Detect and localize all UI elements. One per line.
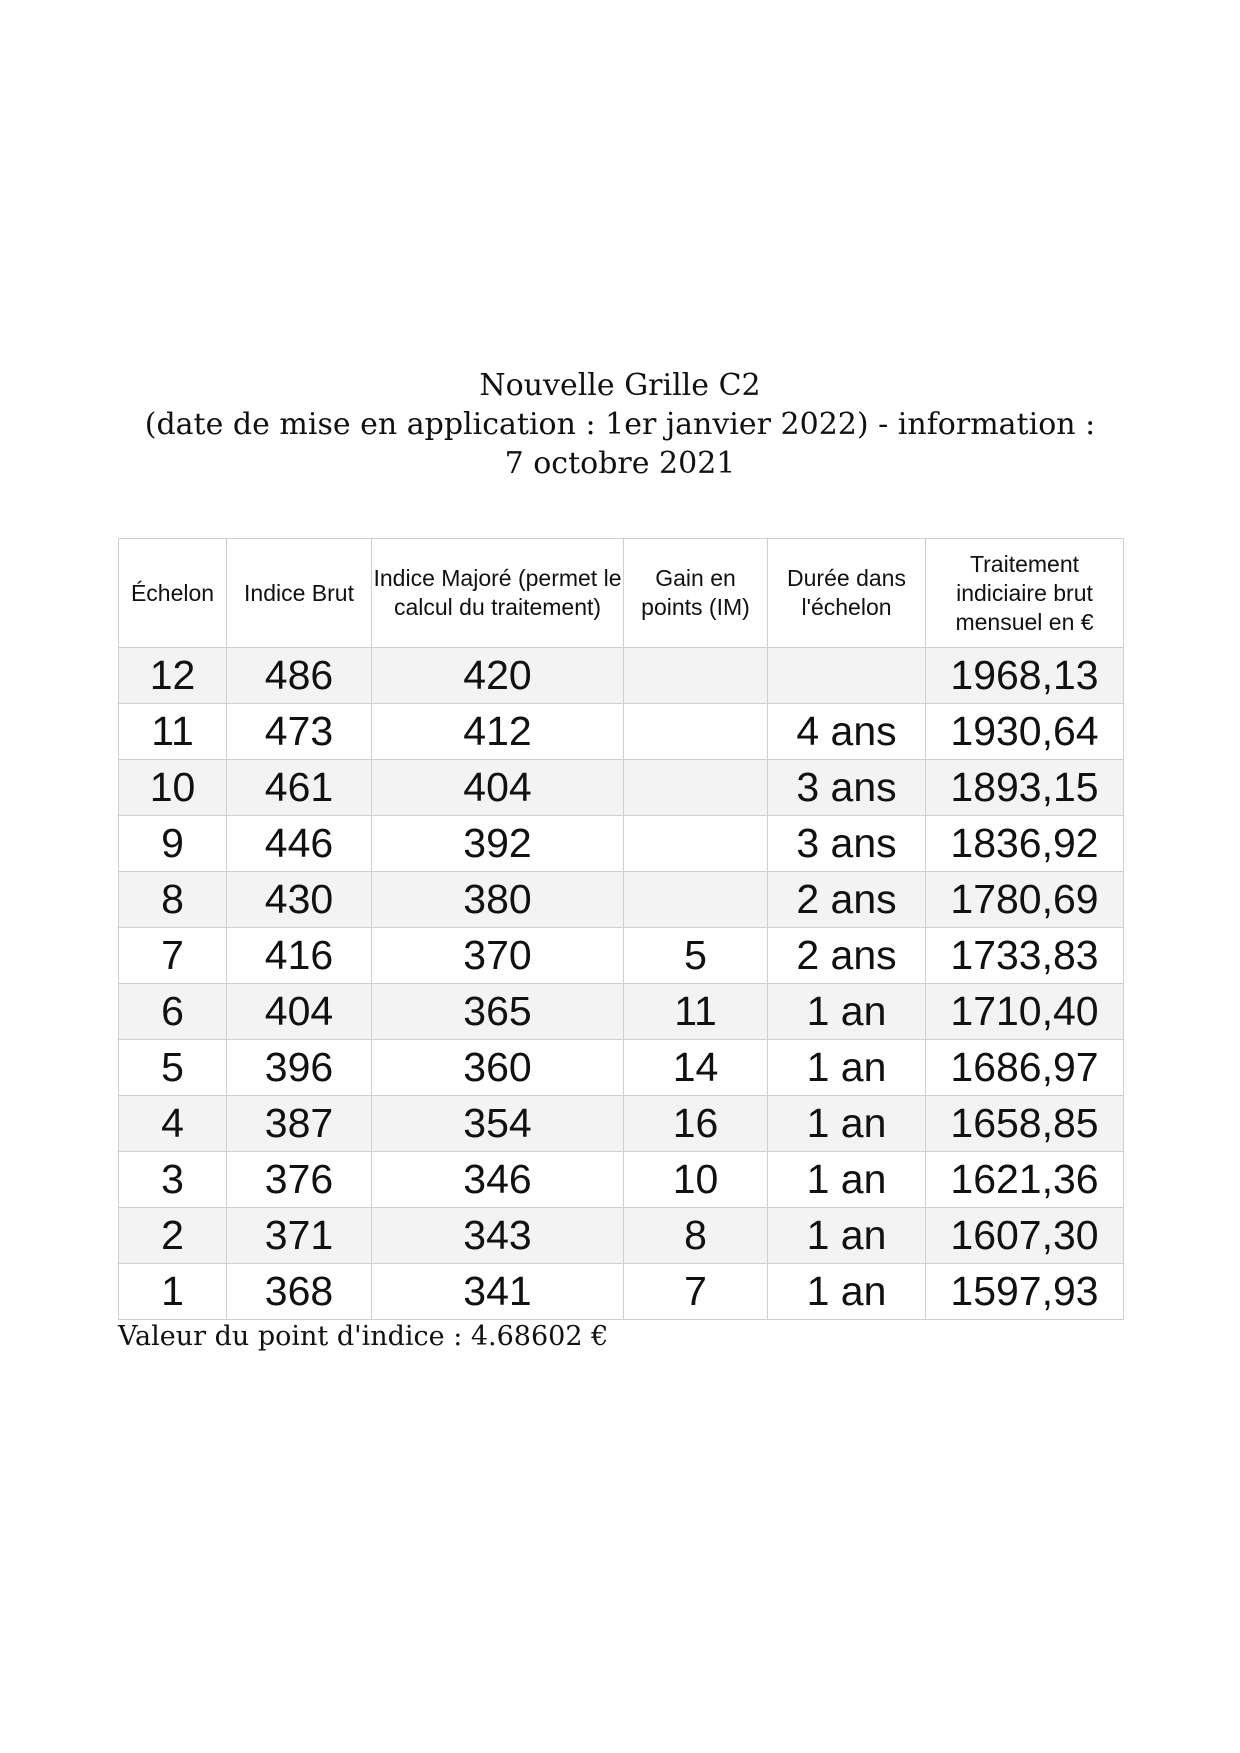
table-header <box>119 539 1124 648</box>
cell-gain-points <box>624 816 768 872</box>
table-row <box>119 760 1124 816</box>
salary-grid-table <box>118 538 1124 1320</box>
cell-duree: 3 ans <box>768 816 926 872</box>
header-traitement: Traitement indiciaire brut mensuel en € <box>926 539 1124 648</box>
cell-traitement: 1733,83 <box>926 928 1124 984</box>
cell-indice-majore: 354 <box>372 1096 624 1152</box>
cell-echelon: 6 <box>119 984 227 1040</box>
cell-gain-points: 14 <box>624 1040 768 1096</box>
cell-indice-brut: 387 <box>227 1096 372 1152</box>
cell-indice-brut: 473 <box>227 704 372 760</box>
cell-gain-points: 11 <box>624 984 768 1040</box>
table-row <box>119 816 1124 872</box>
cell-indice-majore: 380 <box>372 872 624 928</box>
header-indice-majore: Indice Majoré (permet le calcul du traitement) <box>372 539 624 648</box>
cell-duree: 2 ans <box>768 928 926 984</box>
cell-duree <box>768 648 926 704</box>
cell-indice-majore: 392 <box>372 816 624 872</box>
cell-indice-majore: 360 <box>372 1040 624 1096</box>
table-row <box>119 704 1124 760</box>
cell-gain-points: 10 <box>624 1152 768 1208</box>
cell-duree: 3 ans <box>768 760 926 816</box>
cell-gain-points <box>624 648 768 704</box>
cell-traitement: 1893,15 <box>926 760 1124 816</box>
cell-indice-brut: 404 <box>227 984 372 1040</box>
cell-gain-points: 5 <box>624 928 768 984</box>
cell-indice-brut: 430 <box>227 872 372 928</box>
cell-traitement: 1658,85 <box>926 1096 1124 1152</box>
cell-indice-brut: 371 <box>227 1208 372 1264</box>
cell-duree: 1 an <box>768 1264 926 1320</box>
cell-duree: 1 an <box>768 984 926 1040</box>
cell-indice-brut: 376 <box>227 1152 372 1208</box>
table-row <box>119 1152 1124 1208</box>
cell-indice-brut: 446 <box>227 816 372 872</box>
cell-echelon: 4 <box>119 1096 227 1152</box>
cell-traitement: 1968,13 <box>926 648 1124 704</box>
table-row <box>119 1264 1124 1320</box>
cell-traitement: 1686,97 <box>926 1040 1124 1096</box>
cell-echelon: 7 <box>119 928 227 984</box>
cell-duree: 4 ans <box>768 704 926 760</box>
cell-echelon: 2 <box>119 1208 227 1264</box>
header-indice-brut: Indice Brut <box>227 539 372 648</box>
table-row <box>119 928 1124 984</box>
cell-indice-brut: 368 <box>227 1264 372 1320</box>
cell-duree: 1 an <box>768 1152 926 1208</box>
header-duree-echelon: Durée dans l'échelon <box>768 539 926 648</box>
cell-indice-brut: 396 <box>227 1040 372 1096</box>
cell-indice-majore: 343 <box>372 1208 624 1264</box>
table-row <box>119 872 1124 928</box>
cell-indice-majore: 341 <box>372 1264 624 1320</box>
cell-indice-majore: 412 <box>372 704 624 760</box>
cell-echelon: 11 <box>119 704 227 760</box>
cell-indice-majore: 404 <box>372 760 624 816</box>
header-row <box>119 539 1124 648</box>
cell-indice-majore: 346 <box>372 1152 624 1208</box>
cell-traitement: 1780,69 <box>926 872 1124 928</box>
cell-indice-majore: 420 <box>372 648 624 704</box>
cell-echelon: 12 <box>119 648 227 704</box>
table-row <box>119 1208 1124 1264</box>
table-row <box>119 1040 1124 1096</box>
header-echelon: Échelon <box>119 539 227 648</box>
cell-echelon: 1 <box>119 1264 227 1320</box>
table-row <box>119 984 1124 1040</box>
table-body <box>119 648 1124 1320</box>
title-line-3: 7 octobre 2021 <box>504 446 736 481</box>
cell-gain-points <box>624 872 768 928</box>
cell-duree: 1 an <box>768 1208 926 1264</box>
cell-gain-points: 16 <box>624 1096 768 1152</box>
cell-indice-majore: 370 <box>372 928 624 984</box>
cell-indice-brut: 486 <box>227 648 372 704</box>
header-gain-points: Gain en points (IM) <box>624 539 768 648</box>
cell-traitement: 1710,40 <box>926 984 1124 1040</box>
cell-echelon: 8 <box>119 872 227 928</box>
cell-echelon: 10 <box>119 760 227 816</box>
cell-indice-majore: 365 <box>372 984 624 1040</box>
table-row <box>119 1096 1124 1152</box>
cell-gain-points: 8 <box>624 1208 768 1264</box>
cell-traitement: 1930,64 <box>926 704 1124 760</box>
cell-duree: 1 an <box>768 1096 926 1152</box>
table-row <box>119 648 1124 704</box>
cell-traitement: 1597,93 <box>926 1264 1124 1320</box>
cell-traitement: 1836,92 <box>926 816 1124 872</box>
cell-gain-points <box>624 704 768 760</box>
cell-indice-brut: 416 <box>227 928 372 984</box>
document-title <box>0 366 1240 483</box>
cell-duree: 2 ans <box>768 872 926 928</box>
cell-echelon: 3 <box>119 1152 227 1208</box>
cell-gain-points <box>624 760 768 816</box>
cell-traitement: 1607,30 <box>926 1208 1124 1264</box>
cell-traitement: 1621,36 <box>926 1152 1124 1208</box>
title-line-1: Nouvelle Grille C2 <box>479 368 761 403</box>
cell-echelon: 9 <box>119 816 227 872</box>
cell-gain-points: 7 <box>624 1264 768 1320</box>
title-line-2: (date de mise en application : 1er janvier 2022) - information : <box>144 407 1096 442</box>
cell-echelon: 5 <box>119 1040 227 1096</box>
cell-indice-brut: 461 <box>227 760 372 816</box>
cell-duree: 1 an <box>768 1040 926 1096</box>
point-value-note: Valeur du point d'indice : 4.68602 € <box>118 1321 609 1352</box>
